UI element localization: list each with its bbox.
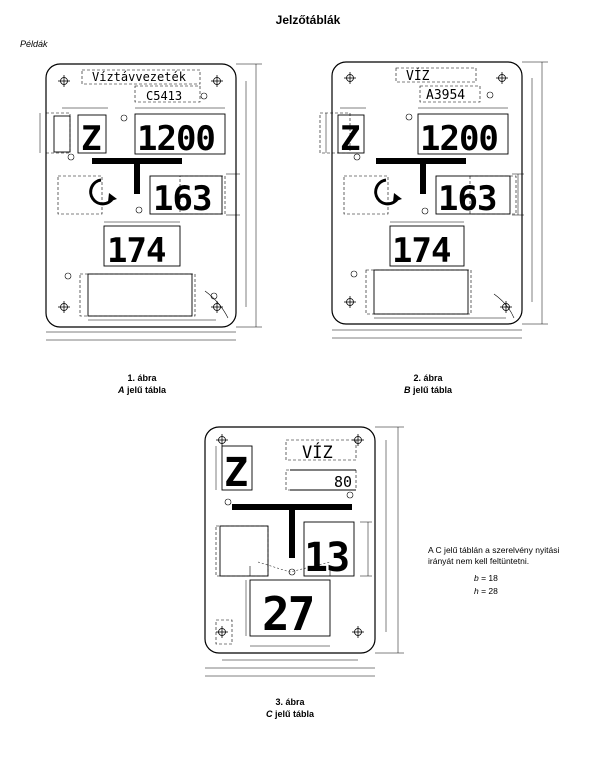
plate-a-letter: Z: [81, 119, 102, 159]
plate-b-drawing: [320, 62, 548, 338]
plate-b-diameter: 1200: [420, 119, 498, 159]
figure-2-letter: B: [403, 385, 411, 395]
plate-c-bottom-number: 27: [262, 587, 314, 641]
figure-1-letter: A: [117, 385, 125, 395]
figure-3-caption: [200, 696, 380, 720]
plate-b-side-number: 163: [438, 179, 497, 219]
plate-b-text: [340, 68, 498, 271]
note-text: A C jelű táblán a szerelvény nyitási irányát nem kell feltüntetni.: [428, 545, 560, 566]
page-title: Jelzőtáblák: [275, 13, 341, 27]
plate-b-top-text: VÍZ: [406, 69, 430, 84]
plate-c-letter: Z: [224, 450, 249, 496]
note-block: [428, 545, 578, 598]
figure-1-number: 1. ábra: [127, 373, 157, 383]
plate-c-side-number: 13: [304, 535, 349, 581]
figure-3-number: 3. ábra: [275, 697, 305, 707]
figure-1-caption: [52, 372, 232, 396]
plate-b-code: A3954: [426, 88, 466, 103]
figure-3-letter: C: [265, 709, 273, 719]
figure-1-suffix: jelű tábla: [127, 385, 167, 395]
plate-b-letter: Z: [340, 119, 361, 159]
plate-a-drawing: [40, 64, 262, 340]
plate-a-diameter: 1200: [137, 119, 215, 159]
figure-2-suffix: jelű tábla: [413, 385, 453, 395]
figure-2-number: 2. ábra: [413, 373, 443, 383]
note-h-label: h: [474, 586, 479, 596]
plate-a-text: [81, 70, 215, 271]
plate-a-side-number: 163: [153, 179, 212, 219]
plate-a-bottom-number: 174: [107, 231, 166, 271]
plate-b-bottom-number: 174: [392, 231, 451, 271]
note-b-label: b: [474, 573, 479, 583]
plate-c-text: [224, 441, 352, 641]
plate-c-code: 80: [334, 473, 353, 491]
plate-c-top-text: VÍZ: [302, 443, 333, 463]
plate-a-top-text: Víztávvezeték: [92, 70, 186, 84]
figure-3-suffix: jelű tábla: [275, 709, 315, 719]
note-b-value: = 18: [481, 573, 498, 583]
figure-2-caption: [338, 372, 518, 396]
note-h-value: = 28: [481, 586, 498, 596]
plate-a-code: C5413: [146, 89, 183, 103]
examples-label: Példák: [20, 39, 48, 49]
